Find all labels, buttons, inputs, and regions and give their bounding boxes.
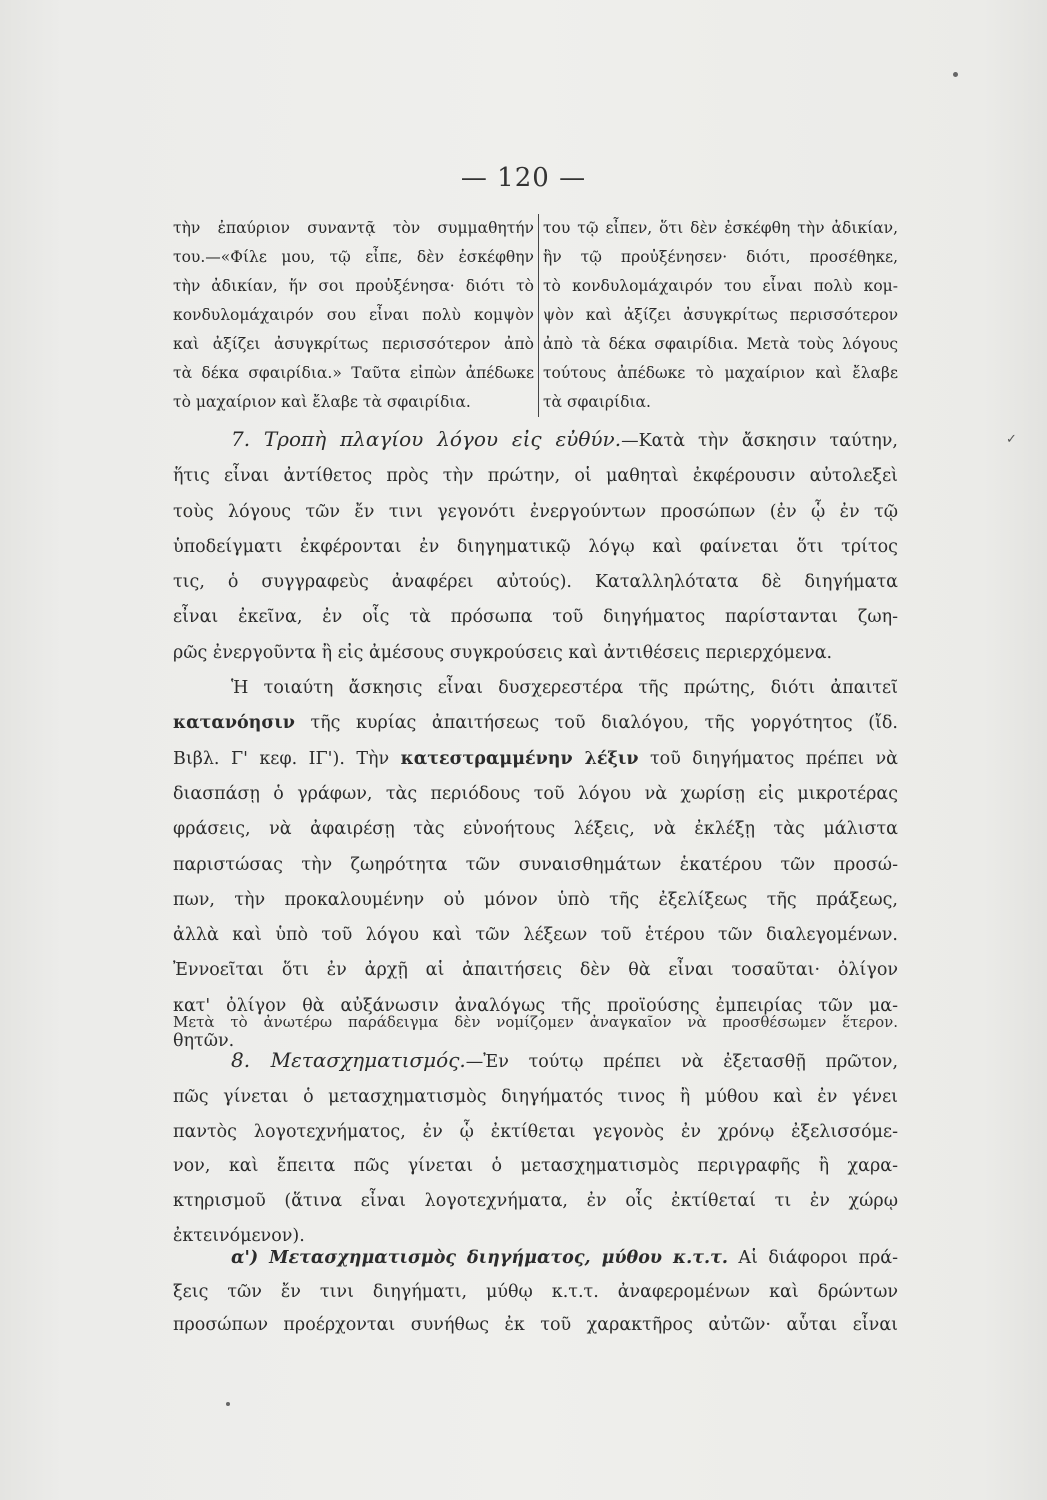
- right-column: [539, 214, 898, 417]
- text-line: [173, 706, 898, 741]
- text-line: παντὸς λογοτεχνήματος, ἐν ᾧ ἐκτίθεται γεγονὸς ἐν χρόνῳ ἐξελισσόμε-: [173, 1121, 898, 1142]
- left-line: του.—«Φίλε μου, τῷ εἶπε, δὲν ἐσκέφθην: [173, 248, 534, 266]
- right-line: τὸ κονδυλομάχαιρόν του εἶναι πολὺ κομ-: [542, 277, 898, 295]
- text-line: φράσεις, νὰ ἀφαιρέσῃ τὰς εὐνοήτους λέξεις, νὰ ἐκλέξῃ τὰς μάλιστα: [173, 819, 898, 840]
- text-line: κτηρισμοῦ (ἅτινα εἶναι λογοτεχνήματα, ἐν οἷς ἐκτίθεταί τι ἐν χώρῳ: [173, 1191, 898, 1212]
- left-line: τὴν ἐπαύριον συναντᾷ τὸν συμμαθητήν: [173, 219, 534, 237]
- section-8: [173, 1043, 898, 1254]
- bold-term: κατανόησιν: [173, 713, 295, 734]
- text-line: ἥτις εἶναι ἀντίθετος πρὸς τὴν πρώτην, οἱ μαθηταὶ ἐκφέρουσιν αὐτολεξεὶ: [173, 466, 898, 487]
- subsection-a-heading: α') Μετασχηματισμὸς διηγήματος, μύθου κ.τ.τ.: [231, 1248, 728, 1268]
- right-line: του τῷ εἶπεν, ὅτι δὲν ἐσκέφθη τὴν ἀδικίαν,: [542, 219, 898, 237]
- text-line: παριστώσας τὴν ζωηρότητα τῶν συναισθημάτων ἑκατέρου τῶν προσώ-: [173, 854, 898, 875]
- page-number: — 120 —: [460, 163, 587, 193]
- subsection-a: [173, 1242, 898, 1343]
- text-line: εἶναι ἐκεῖνα, ἐν οἷς τὰ πρόσωπα τοῦ διηγήματος παρίστανται ζωη-: [173, 607, 898, 628]
- text-line: τοὺς λόγους τῶν ἔν τινι γεγονότι ἐνεργούντων προσώπων (ἐν ᾧ ἐν τῷ: [173, 501, 898, 522]
- text-line: ὑποδείγματι ἐκφέρονται ἐν διηγηματικῷ λόγῳ καὶ φαίνεται ὅτι τρίτος: [173, 536, 898, 557]
- margin-mark: ✓: [1006, 432, 1017, 447]
- subsection-a-text: Αἱ διάφοροι πρά-: [738, 1248, 898, 1268]
- paper-speck: [953, 72, 958, 77]
- text-line: Ἡ τοιαύτη ἄσκησις εἶναι δυσχερεστέρα τῆς πρώτης, διότι ἀπαιτεῖ: [231, 678, 898, 699]
- text-line: τις, ὁ συγγραφεὺς ἀναφέρει αὐτούς). Καταλληλότατα δὲ διηγήματα: [173, 572, 898, 593]
- section-7-text: —Κατὰ τὴν ἄσκησιν ταύτην,: [621, 431, 898, 451]
- right-line: τὰ σφαιρίδια.: [542, 393, 651, 411]
- text-line: διασπάσῃ ὁ γράφων, τὰς περιόδους τοῦ λόγου νὰ χωρίσῃ εἰς μικροτέρας: [173, 783, 898, 804]
- section-8-text: —Ἐν τούτῳ πρέπει νὰ ἐξετασθῇ πρῶτον,: [465, 1052, 898, 1072]
- text-line: ρῶς ἐνεργοῦντα ἢ εἰς ἀμέσους συγκρούσεις καὶ ἀντιθέσεις περιερχόμενα.: [173, 642, 833, 663]
- left-line: κονδυλομάχαιρόν σου εἶναι πολὺ κομψὸν: [173, 306, 534, 324]
- text-line: θητῶν.: [173, 1031, 235, 1052]
- text-line: προσώπων προέρχονται συνήθως ἐκ τοῦ χαρακτῆρος αὐτῶν· αὗται εἶναι: [173, 1315, 898, 1335]
- text-line: νον, καὶ ἔπειτα πῶς γίνεται ὁ μετασχηματισμὸς περιγραφῆς ἢ χαρα-: [173, 1156, 898, 1177]
- left-line: τὴν ἀδικίαν, ἥν σοι προὐξένησα· διότι τὸ: [173, 277, 534, 295]
- right-line: ψὸν καὶ ἀξίζει ἀσυγκρίτως περισσότερον: [542, 306, 898, 324]
- text-span: τῆς κυρίας ἀπαιτήσεως τοῦ διαλόγου, τῆς γοργότητος (ἴδ.: [310, 713, 898, 734]
- section-8-heading: 8. Μετασχηματισμός.: [231, 1048, 466, 1072]
- right-line: ἣν τῷ προὐξένησεν· διότι, προσέθηκε,: [542, 248, 898, 266]
- two-column-example: [173, 214, 898, 417]
- paper-speck: [226, 1402, 230, 1406]
- section-7-first-line: [173, 422, 898, 459]
- footnote-remark: Μετὰ τὸ ἀνωτέρω παράδειγμα δὲν νομίζομεν ἀναγκαῖον νὰ προσθέσωμεν ἕτερον.: [173, 1013, 898, 1031]
- left-line: καὶ ἀξίζει ἀσυγκρίτως περισσότερον ἀπὸ: [173, 335, 534, 353]
- text-line: ἀλλὰ καὶ ὑπὸ τοῦ λόγου καὶ τῶν λέξεων τοῦ ἑτέρου τῶν διαλεγομένων.: [173, 925, 898, 946]
- section-7-heading: 7. Τροπὴ πλαγίου λόγου εἰς εὐθύν.: [231, 427, 622, 451]
- text-line: κατ' ὀλίγον θὰ αὐξάνωσιν ἀναλόγως τῆς προϊούσης ἐμπειρίας τῶν μα-: [173, 995, 898, 1016]
- left-line: τὸ μαχαίριον καὶ ἔλαβε τὰ σφαιρίδια.: [173, 393, 471, 411]
- text-line: [173, 742, 898, 777]
- section-8-first-line: [173, 1043, 898, 1080]
- right-line: τούτους ἀπέδωκε τὸ μαχαίριον καὶ ἔλαβε: [542, 364, 898, 382]
- text-line: πων, τὴν προκαλουμένην οὐ μόνον ὑπὸ τῆς ἐξελίξεως τῆς πράξεως,: [173, 889, 898, 910]
- left-column: [173, 214, 539, 417]
- text-span: τοῦ διηγήματος πρέπει νὰ: [650, 748, 898, 769]
- subsection-a-first-line: [173, 1242, 898, 1276]
- section-7: [173, 422, 898, 1059]
- text-span: Βιβλ. Γ' κεφ. ΙΓ'). Τὴν: [173, 748, 390, 769]
- text-line: ἐκτεινόμενον).: [173, 1225, 305, 1246]
- left-line: τὰ δέκα σφαιρίδια.» Ταῦτα εἰπὼν ἀπέδωκε: [173, 364, 534, 382]
- right-line: ἀπὸ τὰ δέκα σφαιρίδια. Μετὰ τοὺς λόγους: [542, 335, 898, 353]
- bold-term: κατεστραμμένην λέξιν: [400, 748, 639, 769]
- text-line: Ἐννοεῖται ὅτι ἐν ἀρχῇ αἱ ἀπαιτήσεις δὲν θὰ εἶναι τοσαῦται· ὀλίγον: [173, 960, 898, 981]
- text-line: ξεις τῶν ἔν τινι διηγήματι, μύθῳ κ.τ.τ. ἀναφερομένων καὶ δρώντων: [173, 1281, 898, 1302]
- text-line: πῶς γίνεται ὁ μετασχηματισμὸς διηγήματός τινος ἢ μύθου καὶ ἐν γένει: [173, 1086, 898, 1107]
